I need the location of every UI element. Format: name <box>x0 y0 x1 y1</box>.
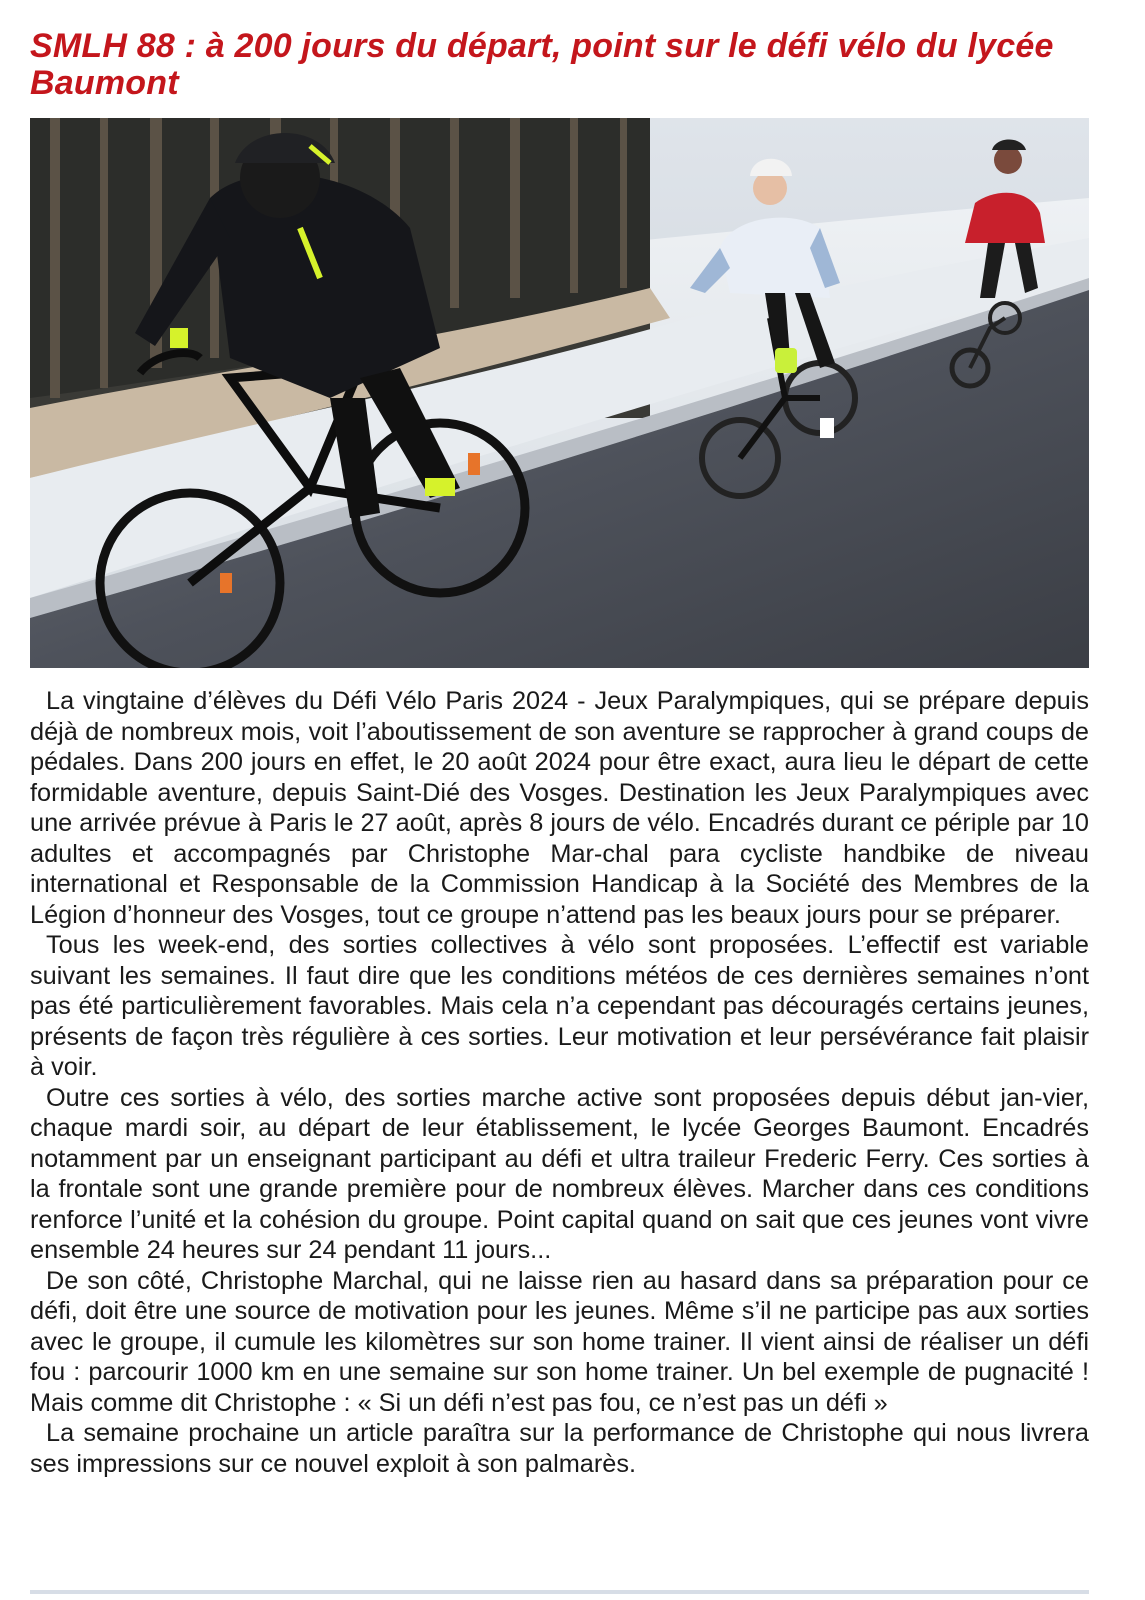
article-paragraph: La semaine prochaine un article paraîtra sur la performance de Christophe qui nous livrera ses impressions sur ce nouvel exploit à son palmarès. <box>30 1419 1089 1478</box>
article-body <box>30 686 1089 1479</box>
article-paragraph: La vingtaine d’élèves du Défi Vélo Paris 2024 - Jeux Paralympiques, qui se prépare depuis déjà de nombreux mois, voit l’aboutissement de son aventure se rapprocher à grand coups de pédales. Dans 200 jours en effet, le 20 août 2024 pour être exact, aura lieu le départ de cette formidable aventure, depuis Saint-Dié des Vosges. Destination les Jeux Paralympiques avec une arrivée prévue à Paris le 27 août, après 8 jours de vélo. Encadrés durant ce périple par 10 adultes et accompagnés par Christophe Mar-chal para cycliste handbike de niveau international et Responsable de la Commission Handicap à la Société des Membres de la Légion d’honneur des Vosges, tout ce groupe n’attend pas les beaux jours pour se préparer. <box>30 687 1089 929</box>
article <box>30 28 1089 1479</box>
bottom-divider <box>30 1590 1089 1594</box>
cyclists-photo <box>30 118 1089 668</box>
article-title: SMLH 88 : à 200 jours du départ, point sur le défi vélo du lycée Baumont <box>30 27 1054 102</box>
article-paragraph: Outre ces sorties à vélo, des sorties marche active sont proposées depuis début jan-vier, chaque mardi soir, au départ de leur établissement, le lycée Georges Baumont. Encadrés notamment par un enseignant participant au défi et ultra traileur Frederic Ferry. Ces sorties à la frontale sont une grande première pour de nombreux élèves. Marcher dans ces conditions renforce l’unité et la cohésion du groupe. Point capital quand on sait que ces jeunes vont vivre ensemble 24 heures sur 24 pendant 11 jours... <box>30 1083 1089 1264</box>
article-paragraph: De son côté, Christophe Marchal, qui ne laisse rien au hasard dans sa préparation pour ce défi, doit être une source de motivation pour les jeunes. Même s’il ne participe pas aux sorties avec le groupe, il cumule les kilomètres sur son home trainer. Il vient ainsi de réaliser un défi fou : parcourir 1000 km en une semaine sur son home trainer. Un bel exemple de pugnacité ! Mais comme dit Christophe : « Si un défi n’est pas fou, ce n’est pas un défi » <box>30 1266 1089 1417</box>
article-paragraph: Tous les week-end, des sorties collectives à vélo sont proposées. L’effectif est variable suivant les semaines. Il faut dire que les conditions météos de ces dernières semaines n’ont pas été particulièrement favorables. Mais cela n’a cependant pas découragés certains jeunes, présents de façon très régulière à ces sorties. Leur motivation et leur persévérance fait plaisir à voir. <box>30 931 1089 1081</box>
